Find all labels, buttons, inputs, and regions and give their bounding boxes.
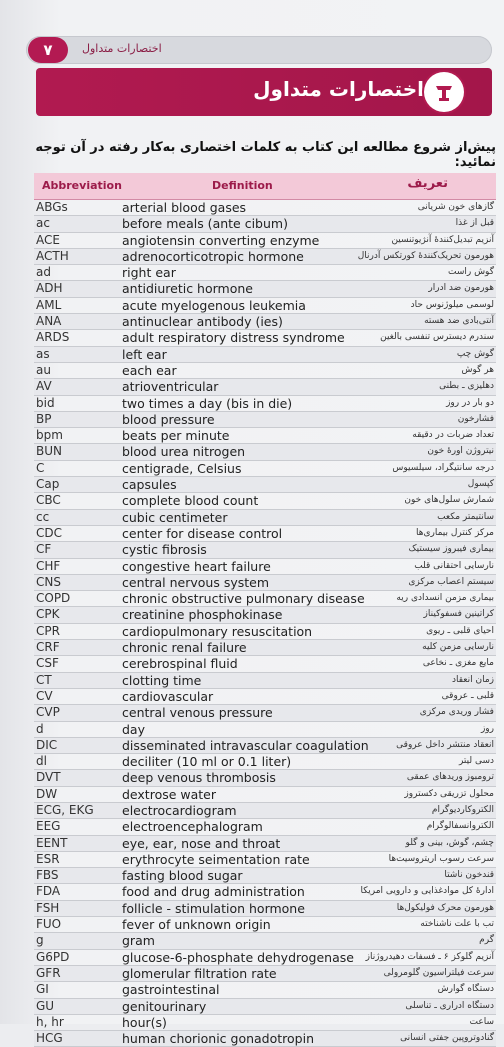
definition-cell: creatinine phosphokinase	[122, 607, 283, 623]
table-row	[34, 933, 496, 949]
section-title: اختصارات متداول	[253, 77, 424, 101]
abbreviation-cell: d	[36, 721, 44, 736]
abbreviation-cell: HCG	[36, 1031, 63, 1046]
persian-cell: آنزیم گلوکز ۶ ـ فسفات دهیدروژناز	[365, 951, 494, 962]
abbreviation-cell: ECG, EKG	[36, 802, 94, 817]
persian-cell: ادارهٔ کل موادغذایی و دارویی امریکا	[360, 886, 494, 897]
persian-cell: هورمون ضد ادرار	[428, 283, 494, 294]
abbreviation-cell: BUN	[36, 444, 62, 459]
persian-cell: لوسمی میلوژنوس حاد	[410, 299, 494, 310]
abbreviation-cell: ACTH	[36, 248, 69, 263]
definition-cell: electrocardiogram	[122, 802, 237, 818]
definition-cell: follicle - stimulation hormone	[122, 900, 305, 916]
running-header	[26, 36, 492, 64]
definition-cell: blood urea nitrogen	[122, 444, 246, 460]
definition-cell: eye, ear, nose and throat	[122, 835, 281, 851]
table-row	[34, 444, 496, 460]
abbreviation-cell: CBC	[36, 493, 61, 508]
abbreviation-cell: FBS	[36, 868, 59, 883]
table-row	[34, 412, 496, 428]
definition-cell: dextrose water	[122, 786, 217, 802]
table-row	[34, 868, 496, 884]
abbreviation-cell: cc	[36, 509, 50, 524]
persian-cell: محلول تزریقی دکستروز	[404, 788, 494, 799]
definition-cell: erythrocyte seimentation rate	[122, 851, 310, 867]
persian-cell: آنزیم تبدیل‌کنندهٔ آنژیوتنسین	[391, 234, 494, 245]
table-row	[34, 347, 496, 363]
table-row	[34, 624, 496, 640]
persian-cell: قلبی ـ عروقی	[441, 690, 494, 701]
definition-cell: gram	[122, 933, 155, 949]
definition-cell: right ear	[122, 265, 176, 281]
table-row	[34, 477, 496, 493]
table-row	[34, 265, 496, 281]
abbreviation-cell: ABGs	[36, 200, 68, 214]
definition-cell: cystic fibrosis	[122, 542, 207, 558]
abbreviation-cell: FSH	[36, 900, 60, 915]
persian-cell: گنادوتروپین جفتی انسانی	[400, 1033, 494, 1044]
table-row	[34, 461, 496, 477]
persian-cell: دسی لیتر	[458, 756, 494, 767]
definition-cell: day	[122, 721, 145, 737]
table-row	[34, 249, 496, 265]
table-row	[34, 966, 496, 982]
intro-text: پیش‌از شروع مطالعه این کتاب به کلمات اختصاری به‌کار رفته در آن توجه نمائید:	[35, 140, 496, 170]
definition-cell: genitourinary	[122, 998, 207, 1014]
table-row	[34, 950, 496, 966]
table-row	[34, 787, 496, 803]
abbreviation-cell: AV	[36, 379, 52, 394]
definition-cell: deciliter (10 ml or 0.1 liter)	[122, 754, 292, 770]
definition-cell: angiotensin converting enzyme	[122, 232, 320, 248]
header-definition: Definition	[212, 179, 273, 192]
definition-cell: electroencephalogram	[122, 819, 263, 835]
definition-cell: cerebrospinal fluid	[122, 656, 238, 672]
persian-cell: زمان انعقاد	[451, 674, 494, 685]
abbreviation-cell: GU	[36, 998, 55, 1013]
table-row	[34, 770, 496, 786]
persian-cell: روز	[480, 723, 494, 734]
table-row	[34, 836, 496, 852]
persian-cell: سرعت فیلتراسیون گلومرولی	[383, 967, 494, 978]
definition-cell: before meals (ante cibum)	[122, 216, 288, 232]
abbreviation-cell: CSF	[36, 656, 59, 671]
definition-cell: blood pressure	[122, 411, 215, 427]
table-header	[34, 173, 496, 200]
table-row	[34, 689, 496, 705]
abbreviation-cell: CHF	[36, 558, 61, 573]
persian-cell: مایع مغزی ـ نخاعی	[422, 658, 494, 669]
persian-cell: هر گوش	[461, 364, 494, 375]
abbreviation-cell: EEG	[36, 819, 61, 834]
header-persian: تعریف	[407, 176, 448, 191]
definition-cell: fever of unknown origin	[122, 917, 271, 933]
table-row	[34, 542, 496, 558]
definition-cell: cubic centimeter	[122, 509, 228, 525]
table-body	[34, 200, 496, 1047]
abbreviation-cell: ANA	[36, 314, 62, 329]
persian-cell: دو بار در روز	[446, 397, 494, 408]
abbreviation-cell: DW	[36, 786, 58, 801]
persian-cell: احیای قلبی ـ ریوی	[426, 625, 494, 636]
abbreviation-cell: h, hr	[36, 1014, 64, 1029]
definition-cell: two times a day (bis in die)	[122, 395, 293, 411]
persian-cell: گازهای خون شریانی	[417, 202, 494, 212]
persian-cell: نارسایی احتقانی قلب	[414, 560, 494, 571]
table-row	[34, 281, 496, 297]
abbreviation-cell: AML	[36, 297, 62, 312]
persian-cell: درجه سانتیگراد، سیلسیوس	[392, 462, 494, 473]
abbreviation-cell: DVT	[36, 770, 61, 785]
table-row	[34, 884, 496, 900]
persian-cell: سیستم اعصاب مرکزی	[408, 576, 494, 587]
running-title: اختصارات متداول	[82, 42, 162, 55]
table-row	[34, 363, 496, 379]
definition-cell: deep venous thrombosis	[122, 770, 276, 786]
persian-cell: سانتیمتر مکعب	[437, 511, 494, 522]
abbreviation-cell: CPK	[36, 607, 60, 622]
persian-cell: الکتروانسفالوگرام	[426, 821, 494, 832]
definition-cell: glucose-6-phosphate dehydrogenase	[122, 949, 354, 965]
table-row	[34, 754, 496, 770]
definition-cell: central nervous system	[122, 574, 270, 590]
definition-cell: central venous pressure	[122, 705, 273, 721]
persian-cell: دستگاه ادراری ـ تناسلی	[405, 1000, 494, 1011]
definition-cell: antidiuretic hormone	[122, 281, 253, 297]
definition-cell: human chorionic gonadotropin	[122, 1031, 315, 1047]
abbreviation-cell: G6PD	[36, 949, 70, 964]
persian-cell: کراتینین فسفوکیناز	[423, 609, 494, 620]
persian-cell: گوش چپ	[456, 348, 494, 359]
abbreviation-cell: as	[36, 346, 50, 361]
table-row	[34, 999, 496, 1015]
abbreviation-cell: g	[36, 933, 44, 948]
definition-cell: adult respiratory distress syndrome	[122, 330, 345, 346]
abbreviation-cell: ESR	[36, 851, 60, 866]
definition-cell: centigrade, Celsius	[122, 460, 242, 476]
table-row	[34, 493, 496, 509]
abbreviation-cell: FDA	[36, 884, 61, 899]
abbreviation-cell: CNS	[36, 574, 61, 589]
table-row	[34, 738, 496, 754]
abbreviation-cell: ac	[36, 216, 50, 231]
abbreviation-cell: CDC	[36, 525, 62, 540]
table-row	[34, 917, 496, 933]
abbreviation-cell: dl	[36, 754, 47, 769]
definition-cell: arterial blood gases	[122, 200, 247, 215]
abbreviation-cell: au	[36, 362, 51, 377]
table-row	[34, 607, 496, 623]
table-row	[34, 852, 496, 868]
definition-cell: acute myelogenous leukemia	[122, 297, 306, 313]
table-row	[34, 233, 496, 249]
abbreviation-cell: CPR	[36, 623, 60, 638]
abbreviation-cell: ad	[36, 265, 51, 280]
table-row	[34, 656, 496, 672]
persian-cell: قندخون ناشتا	[444, 870, 494, 881]
persian-cell: بیماری مزمن انسدادی ریه	[396, 593, 494, 604]
page-number: ۷	[28, 37, 68, 63]
definition-cell: chronic renal failure	[122, 640, 247, 656]
persian-cell: مرکز کنترل بیماری‌ها	[415, 527, 494, 538]
table-row	[34, 722, 496, 738]
definition-cell: complete blood count	[122, 493, 259, 509]
persian-cell: نارسایی مزمن کلیه	[422, 642, 494, 653]
definition-cell: cardiovascular	[122, 688, 214, 704]
definition-cell: left ear	[122, 346, 167, 362]
table-row	[34, 559, 496, 575]
definition-cell: food and drug administration	[122, 884, 305, 900]
persian-cell: گرم	[479, 935, 494, 946]
table-row	[34, 819, 496, 835]
abbreviation-cell: CV	[36, 688, 53, 703]
persian-cell: ساعت	[469, 1016, 494, 1027]
persian-cell: نیتروژن اورهٔ خون	[427, 446, 494, 457]
persian-cell: هورمون محرک فولیکول‌ها	[396, 902, 494, 913]
definition-cell: disseminated intravascular coagulation	[122, 737, 369, 753]
definition-cell: capsules	[122, 477, 177, 493]
abbreviation-cell: C	[36, 460, 45, 475]
table-row	[34, 673, 496, 689]
abbreviation-cell: bpm	[36, 428, 63, 443]
definition-cell: cardiopulmonary resuscitation	[122, 623, 313, 639]
persian-cell: سندرم دیسترس تنفسی بالغین	[380, 332, 494, 343]
abbreviation-cell: GFR	[36, 965, 61, 980]
abbreviation-cell: COPD	[36, 591, 71, 606]
table-row	[34, 1015, 496, 1031]
table-row	[34, 982, 496, 998]
definition-cell: adrenocorticotropic hormone	[122, 248, 304, 264]
persian-cell: آنتی‌بادی ضد هسته	[424, 316, 494, 327]
table-row	[34, 200, 496, 216]
persian-cell: چشم، گوش، بینی و گلو	[405, 837, 494, 848]
persian-cell: تب با علت ناشناخته	[420, 919, 494, 930]
persian-cell: دهلیزی ـ بطنی	[439, 381, 494, 392]
persian-cell: ترومبوز وریدهای عمقی	[406, 772, 494, 783]
table-row	[34, 330, 496, 346]
abbreviation-cell: BP	[36, 411, 52, 426]
definition-cell: glomerular filtration rate	[122, 965, 277, 981]
persian-cell: فشار وریدی مرکزی	[419, 707, 494, 718]
definition-cell: beats per minute	[122, 428, 230, 444]
abbreviation-cell: EENT	[36, 835, 68, 850]
abbreviation-cell: ACE	[36, 232, 60, 247]
persian-cell: گوش راست	[447, 267, 494, 278]
persian-cell: الکتروکاردیوگرام	[431, 804, 494, 815]
header-abbreviation: Abbreviation	[42, 179, 122, 192]
abbreviation-cell: CF	[36, 542, 52, 557]
persian-cell: انعقاد منتشر داخل عروقی	[396, 739, 494, 750]
definition-cell: clotting time	[122, 672, 202, 688]
definition-cell: atrioventricular	[122, 379, 219, 395]
persian-cell: شمارش سلول‌های خون	[404, 495, 494, 506]
definition-cell: gastrointestinal	[122, 982, 220, 998]
table-row	[34, 298, 496, 314]
definition-cell: hour(s)	[122, 1014, 167, 1030]
definition-cell: each ear	[122, 362, 177, 378]
table-row	[34, 314, 496, 330]
abbreviation-cell: Cap	[36, 477, 60, 492]
table-row	[34, 379, 496, 395]
persian-cell: تعداد ضربات در دقیقه	[412, 430, 494, 441]
abbreviation-cell: CRF	[36, 640, 60, 655]
definition-cell: congestive heart failure	[122, 558, 271, 574]
table-row	[34, 575, 496, 591]
table-row	[34, 591, 496, 607]
definition-cell: fasting blood sugar	[122, 868, 243, 884]
abbreviation-cell: ADH	[36, 281, 63, 296]
table-row	[34, 428, 496, 444]
table-row	[34, 526, 496, 542]
abbreviation-cell: CT	[36, 672, 52, 687]
table-row	[34, 803, 496, 819]
persian-cell: فشارخون	[457, 413, 494, 424]
lamp-icon	[424, 72, 464, 112]
persian-cell: بیماری فیبروز سیستیک	[408, 544, 494, 555]
persian-cell: هورمون تحریک‌کنندهٔ کورتکس آدرنال	[357, 250, 494, 261]
abbreviation-cell: CVP	[36, 705, 60, 720]
abbreviation-cell: DIC	[36, 737, 58, 752]
definition-cell: antinuclear antibody (ies)	[122, 314, 283, 330]
table-row	[34, 901, 496, 917]
persian-cell: سرعت رسوب اریتروسیت‌ها	[388, 853, 494, 864]
table-row	[34, 510, 496, 526]
abbreviation-cell: ARDS	[36, 330, 70, 345]
persian-cell: کپسول	[467, 479, 494, 490]
abbreviation-cell: GI	[36, 982, 49, 997]
abbreviation-cell: bid	[36, 395, 55, 410]
table-row	[34, 705, 496, 721]
table-row	[34, 216, 496, 232]
table-row	[34, 1031, 496, 1047]
persian-cell: قبل از غذا	[455, 218, 494, 229]
abbreviations-table	[34, 173, 496, 1047]
abbreviation-cell: FUO	[36, 917, 62, 932]
persian-cell: دستگاه گوارش	[437, 984, 494, 995]
definition-cell: center for disease control	[122, 525, 283, 541]
table-row	[34, 396, 496, 412]
table-row	[34, 640, 496, 656]
definition-cell: chronic obstructive pulmonary disease	[122, 591, 365, 607]
